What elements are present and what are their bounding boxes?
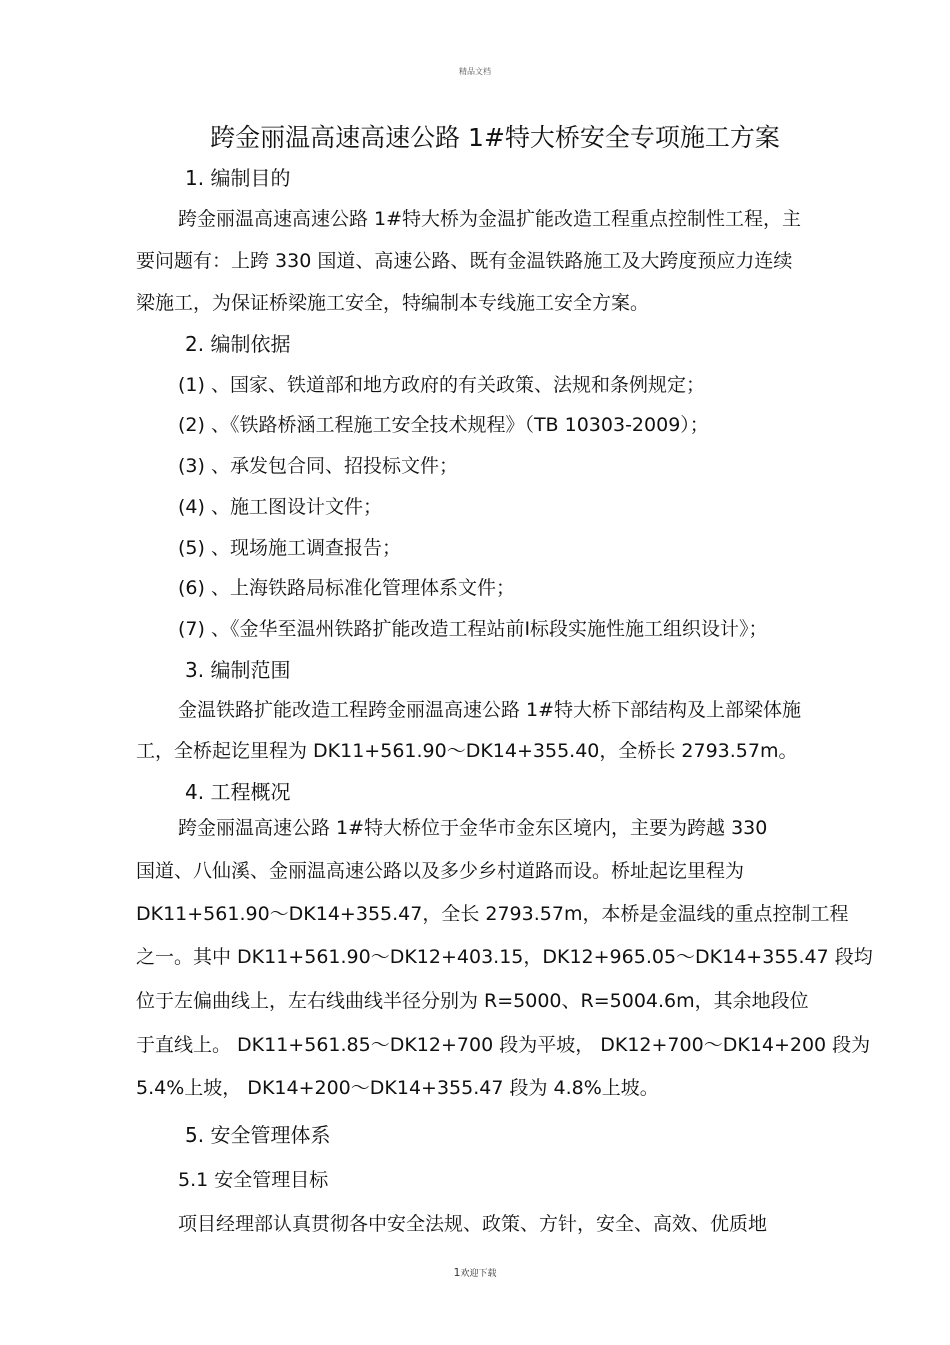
section-4-line: 5.4%上坡， DK14+200～DK14+355.47 段为 4.8%上坡。 — [136, 1077, 659, 1099]
section-3-line: 金温铁路扩能改造工程跨金丽温高速公路 1#特大桥下部结构及上部梁体施 — [178, 699, 802, 721]
basis-list-item: (4) 、施工图设计文件； — [178, 496, 382, 518]
section-1-heading: 1. 编制目的 — [185, 166, 291, 190]
section-1-line: 跨金丽温高速高速公路 1#特大桥为金温扩能改造工程重点控制性工程，主 — [178, 208, 802, 230]
page-number: 1 — [453, 1266, 461, 1279]
basis-list-item: (5) 、现场施工调查报告； — [178, 537, 401, 559]
section-1-line: 梁施工，为保证桥梁施工安全，特编制本专线施工安全方案。 — [136, 292, 650, 314]
section-4-line: DK11+561.90～DK14+355.47，全长 2793.57m，本桥是金温线的重点控制工程 — [136, 903, 849, 925]
header-note: 精品文档 — [459, 67, 491, 76]
section-3-heading: 3. 编制范围 — [185, 658, 291, 682]
section-4-line: 国道、八仙溪、金丽温高速公路以及多少乡村道路而设。桥址起讫里程为 — [136, 860, 745, 882]
section-5-heading: 5. 安全管理体系 — [185, 1123, 331, 1147]
section-4-line: 跨金丽温高速公路 1#特大桥位于金华市金东区境内，主要为跨越 330 — [178, 817, 768, 839]
footer-text: 欢迎下载 — [460, 1269, 497, 1279]
section-1-line: 要问题有：上跨 330 国道、高速公路、既有金温铁路施工及大跨度预应力连续 — [136, 250, 793, 272]
document-title: 跨金丽温高速高速公路 1#特大桥安全专项施工方案 — [210, 123, 780, 152]
section-4-heading: 4. 工程概况 — [185, 780, 291, 804]
section-4-line: 于直线上。 DK11+561.85～DK12+700 段为平坡， DK12+700～DK14+200 段为 — [136, 1034, 871, 1056]
basis-list-item: (3) 、承发包合同、招投标文件； — [178, 455, 458, 477]
section-2-heading: 2. 编制依据 — [185, 332, 291, 356]
section-5-1-heading: 5.1 安全管理目标 — [178, 1169, 329, 1191]
section-4-line: 之一。其中 DK11+561.90～DK12+403.15，DK12+965.05～DK14+355.47 段均 — [136, 946, 873, 968]
basis-list-item: (1) 、国家、铁道部和地方政府的有关政策、法规和条例规定； — [178, 374, 705, 396]
basis-list-item: (7) 、《金华至温州铁路扩能改造工程站前Ⅰ标段实施性施工组织设计》； — [178, 618, 768, 640]
page-footer — [0, 1266, 950, 1279]
basis-list-item: (2) 、《铁路桥涵工程施工安全技术规程》（TB 10303-2009）； — [178, 414, 709, 436]
section-3-line: 工，全桥起讫里程为 DK11+561.90～DK14+355.40，全桥长 2793.57m。 — [136, 740, 798, 762]
section-4-line: 位于左偏曲线上，左右线曲线半径分别为 R=5000、R=5004.6m，其余地段位 — [136, 990, 809, 1012]
section-5-line: 项目经理部认真贯彻各中安全法规、政策、方针，安全、高效、优质地 — [178, 1213, 768, 1235]
basis-list-item: (6) 、上海铁路局标准化管理体系文件； — [178, 577, 515, 599]
